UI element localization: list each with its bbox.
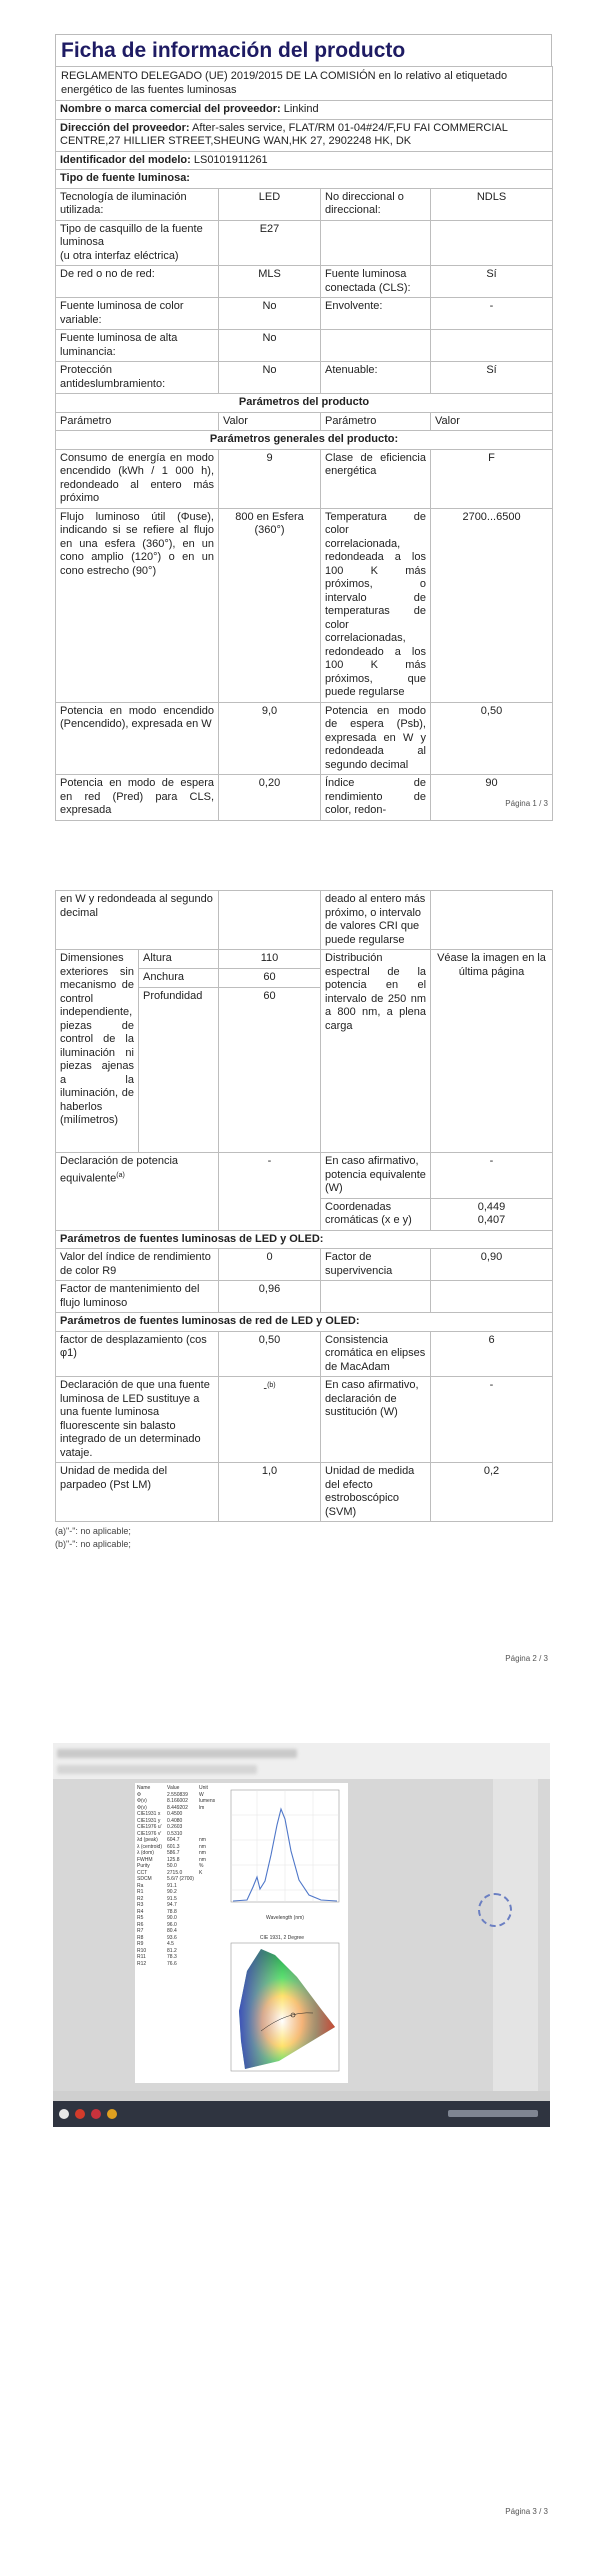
- type-label: Tipo de casquillo de la fuente luminosa (u otra interfaz eléctrica): [56, 220, 219, 266]
- type-value: No: [219, 362, 321, 394]
- col-param-2: Parámetro: [321, 412, 431, 431]
- spec-cell: R7: [137, 1928, 144, 1934]
- spec-cell: 96.0: [167, 1921, 177, 1928]
- model-label: Identificador del modelo:: [60, 153, 191, 166]
- spec-cell: 93.6: [167, 1934, 177, 1941]
- spec-cell: 78.3: [167, 1954, 177, 1960]
- general-label: Flujo luminoso útil (Φuse), indicando si se refiere al flujo en una esfera (360°), en un cono amplio (120°) o en un cono estrecho (90°): [56, 508, 219, 702]
- general-value: 800 en Esfera (360°): [219, 508, 321, 702]
- type-label-2: Envolvente:: [321, 298, 431, 330]
- spec-cell: R12: [137, 1960, 147, 1967]
- lumen-value: 0,96: [219, 1281, 321, 1313]
- cos-value: 0,50: [219, 1331, 321, 1377]
- report-panel: [135, 1783, 348, 2083]
- dims-label: Dimensiones exteriores sin mecanismo de control independiente, piezas de control de la iluminación ni piezas ajenas a la iluminación, de haberlos (milímetros): [56, 950, 139, 1153]
- replace-value: -: [263, 1382, 268, 1395]
- spec-cell: 4.5: [167, 1941, 174, 1947]
- spec-cell: 91.5: [167, 1895, 177, 1902]
- lumen-empty: [321, 1281, 431, 1313]
- equiv-sup: (a): [116, 1171, 125, 1179]
- type-value-2: Sí: [431, 266, 553, 298]
- general-value: 9,0: [219, 702, 321, 775]
- side-panel: [493, 1779, 538, 2097]
- spec-cell: 94.7: [167, 1902, 177, 1908]
- replace-power-value: -: [431, 1377, 553, 1463]
- supplier-address-label: Dirección del proveedor:: [60, 121, 190, 134]
- spec-cell: λ (centroid): [137, 1843, 163, 1850]
- blurred-toolbar-2: [57, 1765, 257, 1774]
- general-row: [56, 449, 553, 508]
- equiv-label: Declaración de potencia equivalente: [60, 1155, 179, 1185]
- general-value: 9: [219, 449, 321, 508]
- type-label-2: Fuente luminosa conectada (CLS):: [321, 266, 431, 298]
- supplier-name: Linkind: [283, 103, 319, 115]
- chroma-cell: [431, 1198, 553, 1230]
- general-label: Consumo de energía en modo encendido (kWh / 1 000 h), redondeado al entero más próximo: [56, 449, 219, 508]
- height-label: Altura: [139, 950, 219, 969]
- strobo-value: 0,2: [431, 1463, 553, 1522]
- replace-cell: [219, 1377, 321, 1463]
- page-1: [55, 34, 552, 821]
- general-value: 0,20: [219, 775, 321, 821]
- supplier-name-row: [56, 101, 553, 120]
- general-value-2: 0,50: [431, 702, 553, 775]
- measurement-screenshot: [53, 1743, 550, 2127]
- model-row: [56, 151, 553, 170]
- page-2: [55, 890, 552, 1551]
- spec-cell: 2715.0: [167, 1869, 183, 1876]
- type-row: [56, 266, 553, 298]
- width-label: Anchura: [139, 969, 219, 988]
- equiv-power-label: En caso afirmativo, potencia equivalente (W): [321, 1153, 431, 1199]
- spec-cell: 604.7: [167, 1837, 180, 1843]
- type-label: Protección antideslumbramiento:: [56, 362, 219, 394]
- spectral-label: Distribución espectral de la potencia en el intervalo de 250 nm a 800 nm, a plena carga: [321, 950, 431, 1153]
- type-value: MLS: [219, 266, 321, 298]
- spec-cell: SDCM: [137, 1876, 152, 1882]
- replace-power-label: En caso afirmativo, declaración de sustitución (W): [321, 1377, 431, 1463]
- spec-cell: R4: [137, 1908, 144, 1915]
- supplier-name-label: Nombre o marca comercial del proveedor:: [60, 103, 281, 115]
- type-heading: Tipo de fuente luminosa:: [56, 170, 553, 189]
- page-number-3: Página 3 / 3: [505, 2507, 548, 2516]
- macadam-value: 6: [431, 1331, 553, 1377]
- chroma-x: 0,449: [477, 1200, 506, 1213]
- spectrum-xlabel: Wavelength (nm): [266, 1915, 304, 1921]
- general-label: Potencia en modo encendido (Pencendido), expresada en W: [56, 702, 219, 775]
- spec-cell: 0.2603: [167, 1824, 183, 1830]
- spec-cell: Φ(v): [137, 1798, 147, 1804]
- equiv-power-value: -: [431, 1153, 553, 1199]
- spectrum-chart: [217, 1785, 347, 1925]
- footnote-b: (b)"-": no aplicable;: [55, 1539, 131, 1549]
- spec-cell: R6: [137, 1921, 144, 1928]
- supplier-address-row: [56, 119, 553, 151]
- supplier-address: After-sales service, FLAT/RM 01-04#24/F,FU FAI COMMERCIAL CENTRE,27 HILLIER STREET,SHEUNG WAN,HK 27, 2902248 HK, DK: [60, 121, 508, 147]
- depth-label: Profundidad: [139, 988, 219, 1153]
- spec-cell: W: [199, 1791, 204, 1798]
- type-label-2: [321, 330, 431, 362]
- type-label-2: Atenuable:: [321, 362, 431, 394]
- cont-left: en W y redondeada al segundo decimal: [56, 891, 219, 950]
- type-value-2: NDLS: [431, 188, 553, 220]
- spec-cell: nm: [199, 1837, 206, 1843]
- spec-cell: 2.550839: [167, 1791, 188, 1798]
- lumen-empty-2: [431, 1281, 553, 1313]
- spec-cell: 91.1: [167, 1882, 177, 1889]
- type-label-2: [321, 220, 431, 266]
- mains-heading: Parámetros de fuentes luminosas de red de LED y OLED:: [56, 1313, 553, 1332]
- lumen-label: Factor de mantenimiento del flujo luminoso: [56, 1281, 219, 1313]
- r9-value: 0: [219, 1249, 321, 1281]
- type-row: [56, 330, 553, 362]
- r9-label: Valor del índice de rendimiento de color R9: [56, 1249, 219, 1281]
- spec-cell: CIE1931 x: [137, 1811, 161, 1817]
- general-row: [56, 775, 553, 821]
- spec-cell: 0.4500: [167, 1811, 183, 1817]
- product-params-heading: Parámetros del producto: [56, 394, 553, 413]
- spec-cell: Value: [167, 1785, 180, 1791]
- general-label: Potencia en modo de espera en red (Pred) para CLS, expresada: [56, 775, 219, 821]
- spec-cell: 90.0: [167, 1915, 177, 1921]
- footnotes: [55, 1525, 552, 1551]
- spec-cell: lumens: [199, 1798, 215, 1804]
- spec-cell: 586.7: [167, 1850, 180, 1856]
- spec-cell: 80.4: [167, 1928, 177, 1934]
- replace-label: Declaración de que una fuente luminosa de LED sustituye a una fuente luminosa fluorescente sin balasto integrado de un determinado vataje.: [56, 1377, 219, 1463]
- type-label: De red o no de red:: [56, 266, 219, 298]
- cos-label: factor de desplazamiento (cos φ1): [56, 1331, 219, 1377]
- spec-cell: CIE1931 y: [137, 1817, 161, 1824]
- spec-cell: Purity: [137, 1863, 150, 1869]
- spec-cell: CCT: [137, 1869, 148, 1876]
- app-icon-yellow[interactable]: [107, 2109, 117, 2119]
- type-label-2: No direccional o direccional:: [321, 188, 431, 220]
- model-id: LS0101911261: [193, 153, 268, 166]
- app-icon-red-2[interactable]: [91, 2109, 101, 2119]
- status-bar: [53, 2091, 550, 2101]
- footnote-a: (a)"-": no aplicable;: [55, 1526, 131, 1536]
- col-param-1: Parámetro: [56, 412, 219, 431]
- spec-cell: CIE1976 u': [137, 1824, 162, 1830]
- type-label: Tecnología de iluminación utilizada:: [56, 188, 219, 220]
- type-value-2: [431, 220, 553, 266]
- spec-cell: R11: [137, 1954, 146, 1960]
- spec-cell: Ra: [137, 1882, 144, 1889]
- equiv-cell: [56, 1153, 219, 1231]
- spec-cell: Φ: [137, 1791, 141, 1798]
- spec-cell: 76.6: [167, 1960, 177, 1967]
- tray-icons: [448, 2110, 538, 2117]
- spec-cell: K: [199, 1869, 203, 1876]
- type-value: LED: [219, 188, 321, 220]
- cont-empty-2: [431, 891, 553, 950]
- spec-cell: Name: [137, 1785, 151, 1791]
- spec-cell: 601.3: [167, 1843, 180, 1850]
- spec-cell: 50.0: [167, 1863, 177, 1869]
- type-row: [56, 362, 553, 394]
- spec-cell: Unit: [199, 1785, 208, 1791]
- spec-cell: nm: [199, 1843, 206, 1850]
- general-label-2: Clase de eficiencia energética: [321, 449, 431, 508]
- depth-value: 60: [219, 988, 321, 1153]
- spec-cell: R9: [137, 1941, 144, 1947]
- replace-sup: (b): [267, 1382, 276, 1389]
- type-value: No: [219, 330, 321, 362]
- start-icon[interactable]: [59, 2109, 69, 2119]
- chroma-y: 0,407: [477, 1214, 506, 1226]
- spec-cell: 0.5310: [167, 1830, 183, 1837]
- type-value-2: Sí: [431, 362, 553, 394]
- strobo-label: Unidad de medida del efecto estroboscópico (SVM): [321, 1463, 431, 1522]
- spec-cell: nm: [199, 1850, 206, 1856]
- blurred-toolbar: [57, 1749, 297, 1758]
- flicker-label: Unidad de medida del parpadeo (Pst LM): [56, 1463, 219, 1522]
- macadam-label: Consistencia cromática en elipses de MacAdam: [321, 1331, 431, 1377]
- type-value: No: [219, 298, 321, 330]
- spec-table: [135, 1783, 219, 1969]
- info-table-2: [55, 890, 553, 1522]
- type-label: Fuente luminosa de color variable:: [56, 298, 219, 330]
- type-value: E27: [219, 220, 321, 266]
- regulation-text: REGLAMENTO DELEGADO (UE) 2019/2015 DE LA COMISIÓN en lo relativo al etiquetado energético de las fuentes luminosas: [56, 67, 553, 101]
- spec-cell: 78.8: [167, 1908, 177, 1915]
- spec-cell: λd (peak): [137, 1837, 158, 1843]
- page-number-2: Página 2 / 3: [505, 1654, 548, 1663]
- taskbar: [53, 2101, 550, 2127]
- type-label: Fuente luminosa de alta luminancia:: [56, 330, 219, 362]
- general-value-2: F: [431, 449, 553, 508]
- info-table: [55, 66, 553, 821]
- equiv-value: -: [219, 1153, 321, 1231]
- height-value: 110: [219, 950, 321, 969]
- cie-title: CIE 1931, 2 Degree: [259, 1935, 305, 1941]
- spec-cell: CIE1976 v': [137, 1830, 162, 1837]
- col-value-2: Valor: [431, 412, 553, 431]
- cie-chart: [217, 1931, 347, 2081]
- spec-cell: 90.2: [167, 1889, 177, 1895]
- general-row: [56, 702, 553, 775]
- general-params-heading: Parámetros generales del producto:: [56, 431, 553, 450]
- general-label-2: Potencia en modo de espera (Psb), expresada en W y redondeada al segundo decimal: [321, 702, 431, 775]
- chroma-label: Coordenadas cromáticas (x e y): [321, 1198, 431, 1230]
- general-label-2: Índice de rendimiento de color, redon-: [321, 775, 431, 821]
- type-row: [56, 188, 553, 220]
- type-row: [56, 220, 553, 266]
- spec-cell: 81.2: [167, 1947, 177, 1954]
- spec-cell: R8: [137, 1934, 144, 1941]
- spec-cell: 8.449202: [167, 1804, 188, 1811]
- survival-value: 0,90: [431, 1249, 553, 1281]
- type-row: [56, 298, 553, 330]
- type-value-2: [431, 330, 553, 362]
- general-label-2: Temperatura de color correlacionada, redondeada a los 100 K más próximos, o intervalo de temperaturas de color correlacionadas, redondeado a los 100 K más próximos, que puede regularse: [321, 508, 431, 702]
- spec-cell: 8.166002: [167, 1798, 188, 1804]
- spec-cell: [199, 1961, 215, 1968]
- width-value: 60: [219, 969, 321, 988]
- spec-cell: lm: [199, 1804, 205, 1811]
- spec-row: [137, 1961, 217, 1968]
- page-number-1: Página 1 / 3: [505, 799, 548, 808]
- spec-cell: 0.4080: [167, 1817, 183, 1824]
- spec-cell: FWHM: [137, 1856, 153, 1863]
- spec-cell: 125.8: [167, 1856, 180, 1863]
- col-value-1: Valor: [219, 412, 321, 431]
- spec-cell: %: [199, 1863, 204, 1869]
- survival-label: Factor de supervivencia: [321, 1249, 431, 1281]
- general-value-2: 90: [431, 775, 553, 821]
- spec-cell: R1: [137, 1889, 144, 1895]
- spectral-value: Véase la imagen en la última página: [431, 950, 553, 1153]
- spec-cell: 5.6/7 (2700): [167, 1876, 194, 1882]
- general-row: [56, 508, 553, 702]
- cont-right: deado al entero más próximo, o intervalo de valores CRI que puede regularse: [321, 891, 431, 950]
- led-heading: Parámetros de fuentes luminosas de LED y OLED:: [56, 1230, 553, 1249]
- doc-title: Ficha de información del producto: [55, 34, 552, 66]
- spec-cell: λ (dom): [137, 1850, 154, 1856]
- flicker-value: 1,0: [219, 1463, 321, 1522]
- stamp-icon: [478, 1893, 512, 1927]
- spec-cell: Φ(v): [137, 1804, 147, 1811]
- type-value-2: -: [431, 298, 553, 330]
- spec-cell: R3: [137, 1902, 144, 1908]
- app-icon-red[interactable]: [75, 2109, 85, 2119]
- spec-cell: nm: [199, 1856, 206, 1863]
- spec-cell: R10: [137, 1947, 147, 1954]
- cont-empty: [219, 891, 321, 950]
- spec-cell: R5: [137, 1915, 144, 1921]
- general-value-2: 2700...6500: [431, 508, 553, 702]
- spec-cell: R2: [137, 1895, 144, 1902]
